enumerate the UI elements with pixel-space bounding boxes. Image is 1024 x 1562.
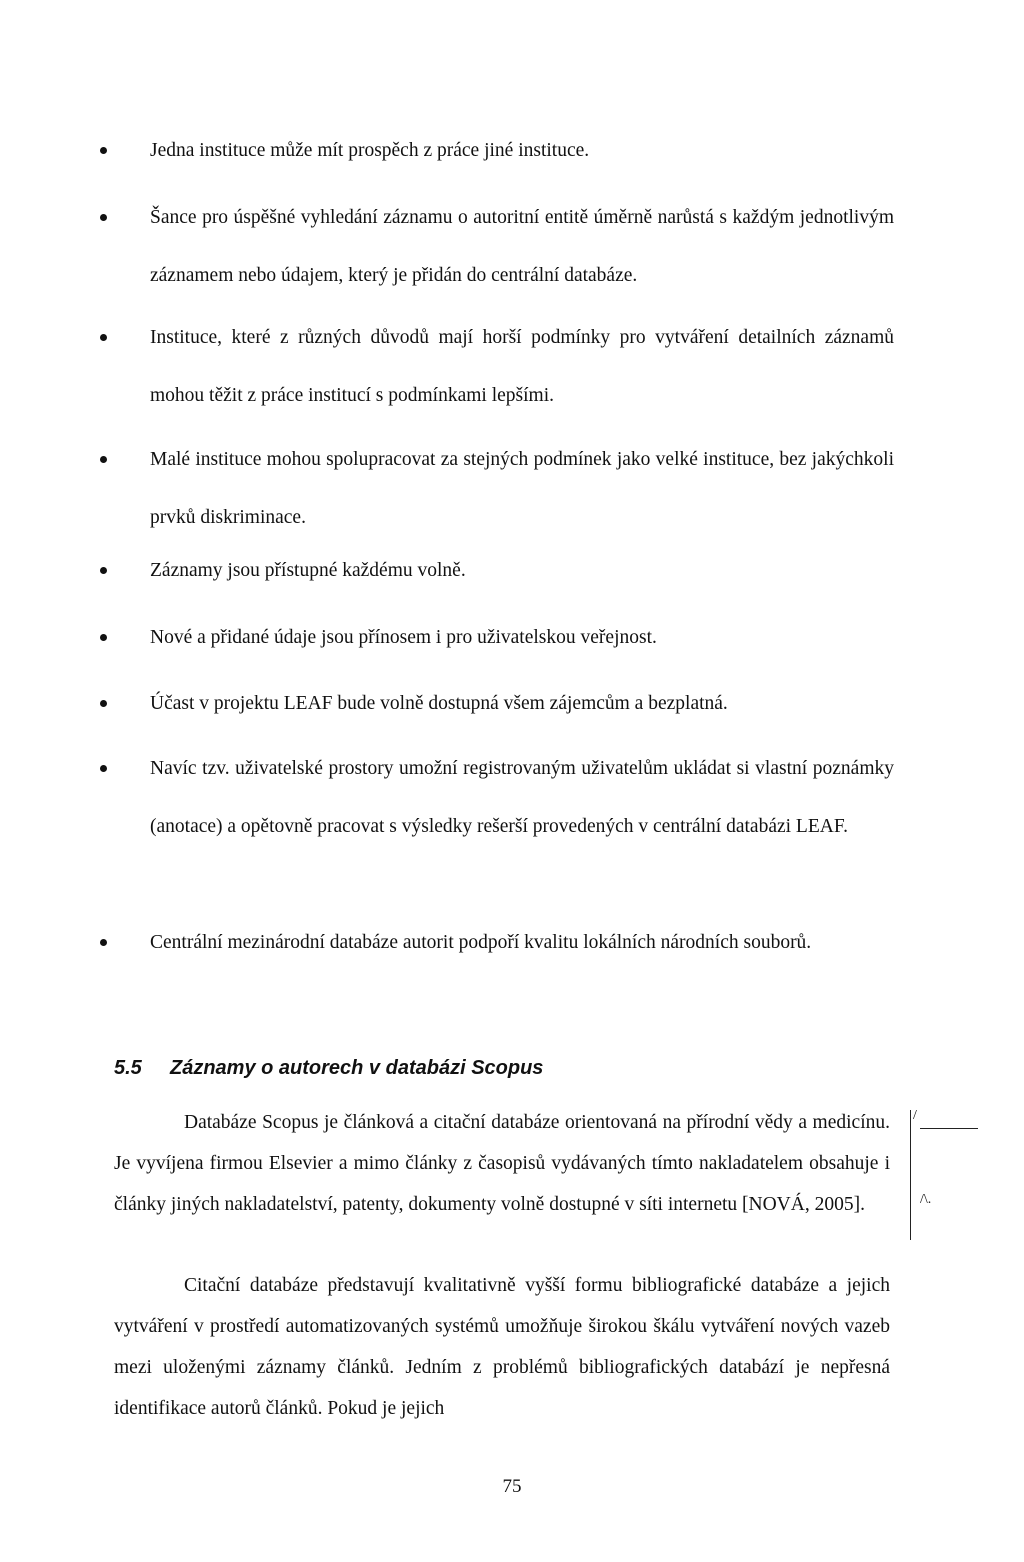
list-item: [114, 122, 894, 180]
bullet-dot: [100, 456, 107, 463]
list-item-text: Malé instituce mohou spolupracovat za stejných podmínek jako velké instituce, bez jakýchkoli prvků diskriminace.: [150, 449, 894, 528]
page-number: 75: [502, 1476, 522, 1497]
list-item-text: Instituce, které z různých důvodů mají horší podmínky pro vytváření detailních záznamů mohou těžit z práce institucí s podmínkami lepšími.: [150, 327, 894, 406]
list-item: [114, 309, 894, 425]
bullet-dot: [100, 700, 107, 707]
bullet-dot: [100, 634, 107, 641]
bullet-dot: [100, 334, 107, 341]
paragraph: Citační databáze představují kvalitativně vyšší formu bibliografické databáze a jejich vytváření v prostředí automatizovaných systémů umožňuje širokou škálu vytváření nových vazeb mezi uloženými záznamy článků. Jedním z problémů bibliografických databází je nepřesná identifikace autorů článků. Pokud je jejich: [114, 1275, 890, 1419]
section-title: Záznamy o autorech v databázi Scopus: [170, 1057, 544, 1079]
margin-rule-horizontal: [920, 1128, 978, 1129]
list-item: [114, 431, 894, 547]
list-item: [114, 914, 894, 972]
bullet-dot: [100, 765, 107, 772]
bullet-dot: [100, 147, 107, 154]
list-item-text: Záznamy jsou přístupné každému volně.: [150, 560, 466, 581]
list-item-text: Centrální mezinárodní databáze autorit podpoří kvalitu lokálních národních souborů.: [150, 932, 812, 953]
list-item-text: Šance pro úspěšné vyhledání záznamu o autoritní entitě úměrně narůstá s každým jednotlivým záznamem nebo údajem, který je přidán do centrální databáze.: [150, 207, 894, 286]
list-item-text: Účast v projektu LEAF bude volně dostupná všem zájemcům a bezplatná.: [150, 693, 728, 714]
section-number: 5.5: [114, 1057, 142, 1079]
section-heading: [114, 1052, 543, 1084]
margin-annotation: [900, 1100, 1024, 1250]
list-item: [114, 189, 894, 305]
bullet-dot: [100, 214, 107, 221]
margin-rule-vertical: [910, 1110, 911, 1240]
bullet-dot: [100, 939, 107, 946]
margin-mark: /\.: [920, 1192, 932, 1207]
list-item-text: Jedna instituce může mít prospěch z práce jiné instituce.: [150, 140, 590, 161]
paragraph: Databáze Scopus je článková a citační databáze orientovaná na přírodní vědy a medicínu. Je vyvíjena firmou Elsevier a mimo články z časopisů vydávaných tímto nakladatelem obsahuje i články jiných nakladatelství, patenty, dokumenty volně dostupné v síti internetu [NOVÁ, 2005].: [114, 1112, 890, 1215]
bullet-dot: [100, 567, 107, 574]
list-item: [114, 609, 894, 667]
list-item-text: Navíc tzv. uživatelské prostory umožní registrovaným uživatelům ukládat si vlastní poznámky (anotace) a opětovně pracovat s výsledky rešerší provedených v centrální databázi LEAF.: [150, 758, 894, 837]
list-item: [114, 542, 894, 600]
list-item-text: Nové a přidané údaje jsou přínosem i pro uživatelskou veřejnost.: [150, 627, 657, 648]
list-item: [114, 675, 894, 733]
margin-mark: /: [913, 1108, 917, 1123]
list-item: [114, 740, 894, 856]
